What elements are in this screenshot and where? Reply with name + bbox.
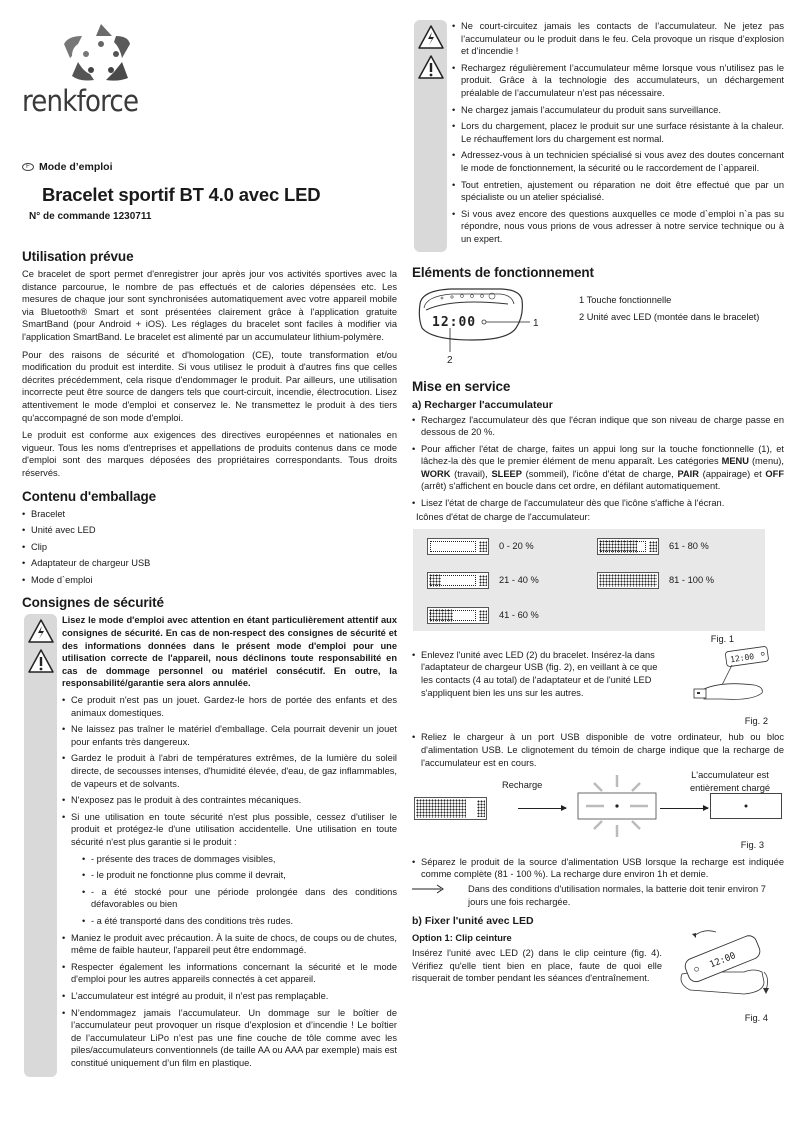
figure-label: Fig. 2 bbox=[744, 715, 768, 726]
option-heading: Option 1: Clip ceinture bbox=[412, 933, 512, 944]
warning-icons bbox=[417, 24, 445, 84]
blinking-indicator-diagram bbox=[572, 775, 662, 839]
legend-item: 2 Unité avec LED (montée dans le bracelet) bbox=[579, 312, 760, 323]
figure-label: Fig. 4 bbox=[744, 1013, 768, 1024]
legend-item: 1 Touche fonctionnelle bbox=[579, 294, 672, 305]
list-item: • Respecter également les informations concernant la sécurité et le mode d'emploi pour les autres appareils connectés à cet appareil. bbox=[62, 961, 397, 986]
safety-list bbox=[62, 694, 397, 1069]
safety-warning-block bbox=[22, 614, 397, 1077]
bracelet-diagram bbox=[412, 286, 552, 366]
list-item: • Tout entretien, ajustement ou réparation ne doit être effectué que par un spécialiste ou un atelier spécialisé. bbox=[452, 179, 784, 204]
bracelet-display-time: 12:00 bbox=[432, 314, 477, 330]
warning-exclamation-icon bbox=[417, 54, 445, 80]
usb-adapter-row bbox=[412, 649, 784, 715]
list-item: • Bracelet bbox=[22, 508, 397, 521]
arrow-icon bbox=[518, 808, 566, 809]
list-item: • Reliez le chargeur à un port USB disponible de votre ordinateur, hub ou bloc d'alimentation USB. Le clignotement du témoin de charge indique que la recharge de l'accumulateur est en cours. bbox=[412, 731, 784, 769]
battery-charging-icon bbox=[414, 797, 487, 820]
list-item: • Si vous avez encore des questions auxquelles ce mode d`emploi n`a pas su répondre, nous vous prions de vous adresser à notre service technique ou à un expert. bbox=[452, 208, 784, 246]
battery-level-2: 41 - 60 % bbox=[427, 607, 539, 624]
safety-lead: Lisez le mode d'emploi avec attention en étant particulièrement attentif aux consignes de sécurité. En cas de non-respect des consignes de sécurité et des informations données dans le présent mode d'emploi pour une utilisation correcte de l'appareil, nous déclinons toute responsabilité en cas de dommage personnel ou matériel consécutif. En outre, la responsabilité/garantie sera alors annulée. bbox=[62, 615, 397, 689]
list-item: • Gardez le produit à l'abri de températures extrêmes, de la lumière du soleil directe, de secousses intenses, d'humidité élevée, d'eau, de gaz inflammables, de vapeurs et de solvants. bbox=[62, 752, 397, 790]
battery-81-100-icon bbox=[597, 572, 659, 589]
list-item: • Ce produit n'est pas un jouet. Gardez-le hors de portée des enfants et des animaux domestiques. bbox=[62, 694, 397, 719]
warning-icons bbox=[27, 618, 55, 678]
battery-41-60-icon bbox=[427, 607, 489, 624]
conditions-list bbox=[82, 853, 397, 928]
list-item: • Ne laissez pas traîner le matériel d'emballage. Cela pourrait devenir un jouet pour enfants très dangereux. bbox=[62, 723, 397, 748]
battery-0-20-icon bbox=[427, 538, 489, 555]
clip-option bbox=[412, 932, 784, 1022]
list-item: • Unité avec LED bbox=[22, 524, 397, 537]
list-item: • Clip bbox=[22, 541, 397, 554]
high-voltage-icon bbox=[27, 618, 55, 644]
section-intended-use bbox=[22, 248, 397, 480]
order-number: N° de commande 1230711 bbox=[29, 211, 152, 222]
list-item: • Enlevez l'unité avec LED (2) du bracelet. Insérez-la dans l'adaptateur de chargeur USB (fig. 2), en veillant à ce que les contacts (4 au total) de l'adaptateur et de l'unité LED s'appliquent bien les uns sur les autres. bbox=[412, 649, 662, 699]
list-item: • Ne chargez jamais l’accumulateur du produit sans surveillance. bbox=[452, 104, 784, 117]
battery-level-4: 81 - 100 % bbox=[597, 572, 714, 589]
paragraph: Pour des raisons de sécurité et d'homologation (CE), toute transformation et/ou modification du produit est interdite. Si vous utilisez le produit à d'autres fins que celles décrites précédemment, cela risque d'endommager le produit. Par ailleurs, une utilisation incorrecte peut être source de dangers tels que court-circuit, incendie, électrocution. Lisez attentivement le mode d'emploi et conservez le. Ne transmettez le produit à des tiers qu'accompagné de son mode d'emploi. bbox=[22, 349, 397, 423]
condition-item: • - le produit ne fonctionne plus comme il devrait, bbox=[82, 869, 397, 882]
brand-name: renkforce bbox=[22, 84, 139, 118]
condition-item: • - présente des traces de dommages visibles, bbox=[82, 853, 397, 866]
condition-item: • - a été stocké pour une période prolongée dans des conditions défavorables ou bien bbox=[82, 886, 397, 911]
svg-text:2: 2 bbox=[447, 354, 453, 366]
list-item: • Ne court-circuitez jamais les contacts de l’accumulateur. Ne jetez pas l’accumulateur ou le produit dans le feu. Cela provoque un risque d’explosion et d’incendie ! bbox=[452, 20, 784, 58]
full-indicator-box bbox=[710, 793, 782, 819]
section-heading: Contenu d'emballage bbox=[22, 488, 157, 504]
section-operating-elements bbox=[412, 264, 784, 376]
figure-label: Fig. 1 bbox=[710, 634, 734, 645]
usb-display-time: 12:00 bbox=[729, 651, 755, 665]
warning-exclamation-icon bbox=[27, 648, 55, 674]
paragraph: Ce bracelet de sport permet d'enregistrer jour après jour vos activités sportives avec la distance parcourue, le nombre de pas effectués et de calories dépensées etc. Les mesures de chaque jour sont synchronisées automatiquement avec votre appareil mobile via Bluetooth® Smart et sont présentées clairement grâce à l'application gratuite SmartBand (pour Android + iOS). Les réglages du bracelet sont faciles à modifier via l'application SmartBand. Le bracelet est alimenté par un accumulateur lithium-polymère. bbox=[22, 269, 397, 342]
safety-list-continued bbox=[452, 20, 784, 246]
list-item: • Séparez le produit de la source d'alimentation USB lorsque la recharge est indiquée comme complète (81 - 100 %). La recharge dure environ 1h et demie. bbox=[412, 856, 784, 881]
high-voltage-icon bbox=[417, 24, 445, 50]
battery-21-40-icon bbox=[427, 572, 489, 589]
section-heading: Consignes de sécurité bbox=[22, 595, 164, 611]
arrow-icon bbox=[660, 808, 708, 809]
list-item: • N’endommagez jamais l’accumulateur. Un dommage sur le boîtier de l’accumulateur peut provoquer un risque d’explosion et d’incendie ! Le boîtier de l’accumulateur LiPo n’est pas une fine couche de tôle comme avec les piles/accumulateurs conventionnels (de taille AA ou AAA par exemple) mais est constitué uniquement d’un film en plastique. bbox=[62, 1007, 397, 1070]
svg-text:1: 1 bbox=[533, 317, 539, 329]
language-flag-icon: F bbox=[22, 163, 34, 171]
battery-icons-figure bbox=[413, 529, 765, 631]
charge-list bbox=[412, 414, 784, 510]
right-column bbox=[412, 20, 784, 1025]
list-item: • Rechargez l'accumulateur dès que l'écran indique que son niveau de charge passe en dessous de 20 %. bbox=[412, 414, 784, 439]
belt-clip-diagram bbox=[674, 928, 774, 1002]
list-item: • Pour afficher l'état de charge, faites un appui long sur la touche fonctionnelle (1), et lâchez-la dès que le premier élément de menu apparaît. Les catégories MENU (menu), WORK (travail), SLEEP (sommeil), l'icône d'état de charge, PAIR (appairage) et OFF (arrêt) s'affichent en boucle dans cet ordre, en défilant automatiquement. bbox=[412, 443, 784, 493]
subsection-heading: a) Recharger l'accumulateur bbox=[412, 398, 553, 411]
section-heading: Eléments de fonctionnement bbox=[412, 264, 594, 280]
charging-sequence-figure bbox=[412, 770, 784, 841]
section-safety bbox=[22, 594, 397, 1077]
subsection-heading: b) Fixer l'unité avec LED bbox=[412, 915, 534, 928]
usb-adapter-diagram bbox=[692, 645, 772, 705]
document-title: Bracelet sportif BT 4.0 avec LED bbox=[42, 184, 321, 205]
figure-label: Fig. 3 bbox=[740, 840, 764, 851]
battery-level-3: 61 - 80 % bbox=[597, 538, 709, 555]
list-item: • L’accumulateur est intégré au produit, il n’est pas remplaçable. bbox=[62, 990, 397, 1003]
icons-caption: Icônes d'état de charge de l'accumulateur: bbox=[416, 511, 591, 522]
list-item: • Mode d`emploi bbox=[22, 574, 397, 587]
section-package-contents bbox=[22, 488, 397, 587]
mode-label: Mode d’emploi bbox=[39, 161, 113, 173]
charging-label: Recharge bbox=[502, 780, 543, 791]
left-column bbox=[22, 248, 397, 1077]
list-item: • N'exposez pas le produit à des contraintes mécaniques. bbox=[62, 794, 397, 807]
arrow-right-icon bbox=[412, 884, 444, 894]
list-item: • Adaptateur de chargeur USB bbox=[22, 557, 397, 570]
list-item: • Lisez l'état de charge de l'accumulateur dès que l'icône s'affiche à l'écran. bbox=[412, 497, 784, 510]
battery-level-1: 21 - 40 % bbox=[427, 572, 539, 589]
list-item: • Rechargez régulièrement l’accumulateur même lorsque vous n’utilisez pas le produit. Grâce à la technologie des accumulateurs, un déchargement préalable de l’accumulateur n’est pas nécessaire. bbox=[452, 62, 784, 100]
list-item: • Lors du chargement, placez le produit sur une surface résistante à la chaleur. Le réchauffement lors du chargement est normal. bbox=[452, 120, 784, 145]
section-heading: Mise en service bbox=[412, 378, 511, 394]
mode-line bbox=[22, 161, 113, 174]
brand-logo bbox=[22, 22, 162, 122]
full-label: L'accumulateur est entièrement chargé bbox=[689, 770, 771, 793]
paragraph: Le produit est conforme aux exigences des directives européennes et nationales en vigueur. Tous les noms d'entreprises et appellations de produits contenus dans ce mode d'emploi sont des marques déposées des propriétaires correspondants. Tous droits réservés. bbox=[22, 430, 397, 478]
battery-level-0: 0 - 20 % bbox=[427, 538, 534, 555]
warning-sidebar bbox=[24, 614, 57, 1077]
list-item: • Si une utilisation en toute sécurité n'est plus possible, cessez d'utiliser le produit et protégez-le d'une utilisation accidentelle. Une utilisation en toute sécurité n'est plus garantie si le produit : • - présente des traces de dommages visibles, • - le produit ne fonctionne plus comme il devrait, • - a été stocké pour une période prolongée dans des conditions défavorables ou bien • - a été transporté dans des conditions très rudes. bbox=[62, 811, 397, 928]
note: Dans des conditions d'utilisation normales, la batterie doit tenir environ 7 jours une fois rechargée. bbox=[412, 883, 784, 908]
section-setup bbox=[412, 378, 784, 1025]
battery-61-80-icon bbox=[597, 538, 659, 555]
renkforce-star-icon bbox=[56, 22, 146, 84]
elements-legend bbox=[579, 294, 759, 324]
condition-item: • - a été transporté dans des conditions très rudes. bbox=[82, 915, 397, 928]
safety-warning-block-continued bbox=[412, 20, 784, 252]
section-heading: Utilisation prévue bbox=[22, 249, 134, 264]
clip-display-time: 12:00 bbox=[708, 951, 738, 971]
package-list bbox=[22, 508, 397, 587]
option-text: Insérez l'unité avec LED (2) dans le clip ceinture (fig. 4). Vérifiez qu'elle tient bien en place, faute de quoi elle risquerait de tomber pendant les séances d'entraînement. bbox=[412, 948, 662, 984]
list-item: • Adressez-vous à un technicien spécialisé si vous avez des doutes concernant le mode de fonctionnement, la sécurité ou le raccordement de l`appareil. bbox=[452, 149, 784, 174]
list-item: • Maniez le produit avec précaution. À la suite de chocs, de coups ou de chutes, même de faible hauteur, l'appareil peut être endommagé. bbox=[62, 932, 397, 957]
